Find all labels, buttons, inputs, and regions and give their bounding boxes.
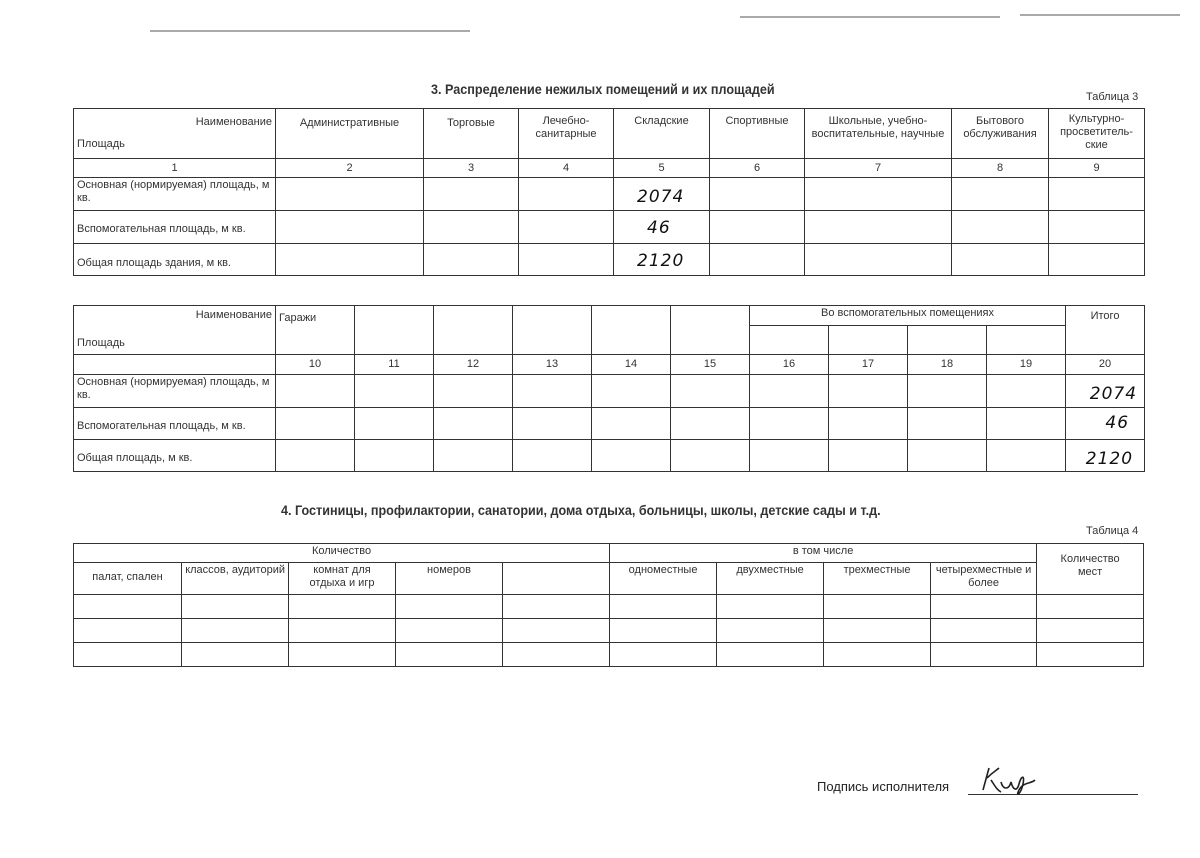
col-header: комнат для отдыха и игр: [289, 563, 396, 595]
col-header: [503, 563, 610, 595]
value-cell: [1066, 408, 1145, 440]
value-cell: [1066, 440, 1145, 472]
col-header: Спортивные: [710, 109, 805, 159]
handwritten-value: 2120: [637, 251, 685, 271]
table3-label: Таблица 3: [1086, 91, 1139, 103]
section3-title: 3. Распределение нежилых помещений и их площадей: [431, 81, 775, 97]
table3b: [73, 305, 1145, 472]
col-header: Бытового обслуживания: [952, 109, 1049, 159]
col-header: Административные: [276, 109, 424, 159]
col-header-total: Итого: [1066, 306, 1145, 355]
table-row: [74, 643, 1144, 667]
table-row: [74, 408, 1145, 440]
table3a: [73, 108, 1145, 276]
col-header: номеров: [396, 563, 503, 595]
col-number: 19: [987, 355, 1066, 375]
row-label: Общая площадь здания, м кв.: [74, 244, 276, 276]
table4-label: Таблица 4: [1086, 525, 1139, 537]
value-cell: [614, 211, 710, 244]
group-header-including: в том числе: [610, 544, 1037, 563]
handwritten-value: 2074: [1089, 384, 1138, 404]
col-number: 3: [424, 159, 519, 178]
corner-bottom: Площадь: [77, 337, 125, 349]
handwritten-value: 46: [1105, 413, 1130, 433]
row-label: Основная (нормируемая) площадь, м кв.: [74, 178, 276, 211]
col-header: классов, аудиторий: [182, 563, 289, 595]
row-label: Вспомогательная площадь, м кв.: [74, 211, 276, 244]
col-header: палат, спален: [74, 563, 182, 595]
col-number: 4: [519, 159, 614, 178]
col-header: Школьные, учебно-воспитательные, научные: [805, 109, 952, 159]
col-header: одноместные: [610, 563, 717, 595]
col-number: 12: [434, 355, 513, 375]
col-header: Складские: [614, 109, 710, 159]
group-header-count: Количество: [74, 544, 610, 563]
section4-title: 4. Гостиницы, профилактории, санатории, дома отдыха, больницы, школы, детские сады и т.д.: [281, 502, 881, 518]
col-header-aux-group: Во вспомогательных помещениях: [750, 306, 1066, 326]
col-header: Культурно-просветитель-ские: [1049, 109, 1145, 159]
table-row: [74, 244, 1145, 276]
col-number: 17: [829, 355, 908, 375]
col-number: 5: [614, 159, 710, 178]
handwritten-value: 46: [647, 218, 671, 238]
value-cell: [614, 244, 710, 276]
col-number: 15: [671, 355, 750, 375]
col-number: 9: [1049, 159, 1145, 178]
table-row: [74, 595, 1144, 619]
table-row: [74, 440, 1145, 472]
row-label: Общая площадь, м кв.: [74, 440, 276, 472]
col-header-garages: Гаражи: [276, 306, 355, 355]
col-number: 7: [805, 159, 952, 178]
col-number: 13: [513, 355, 592, 375]
col-header-places: Количество мест: [1037, 544, 1144, 595]
value-cell: [614, 178, 710, 211]
row-label: Вспомогательная площадь, м кв.: [74, 408, 276, 440]
value-cell: [1066, 375, 1145, 408]
handwritten-value: 2120: [1085, 449, 1134, 469]
col-number: 18: [908, 355, 987, 375]
col-header: трехместные: [824, 563, 931, 595]
signature-label: Подпись исполнителя: [817, 779, 950, 794]
corner-bottom: Площадь: [77, 138, 125, 150]
col-number: 8: [952, 159, 1049, 178]
signature-scribble-icon: [975, 760, 1055, 800]
col-header: Торговые: [424, 109, 519, 159]
corner-top: Наименование: [195, 116, 272, 128]
col-number: 1: [74, 159, 276, 178]
col-number: 6: [710, 159, 805, 178]
col-number: 11: [355, 355, 434, 375]
table-row: [74, 211, 1145, 244]
col-number: 16: [750, 355, 829, 375]
corner-top: Наименование: [195, 309, 272, 321]
corner-cell: [74, 109, 276, 159]
col-header: двухместные: [717, 563, 824, 595]
col-number: 2: [276, 159, 424, 178]
col-header: четырехместные и более: [931, 563, 1037, 595]
corner-cell: [74, 306, 276, 355]
row-label: Основная (нормируемая) площадь, м кв.: [74, 375, 276, 408]
table-row: [74, 178, 1145, 211]
table-row: [74, 619, 1144, 643]
col-number: 20: [1066, 355, 1145, 375]
col-number: 10: [276, 355, 355, 375]
col-header: Лечебно-санитарные: [519, 109, 614, 159]
table4: [73, 543, 1144, 667]
col-number: 14: [592, 355, 671, 375]
table-row: [74, 375, 1145, 408]
handwritten-value: 2074: [637, 187, 685, 207]
